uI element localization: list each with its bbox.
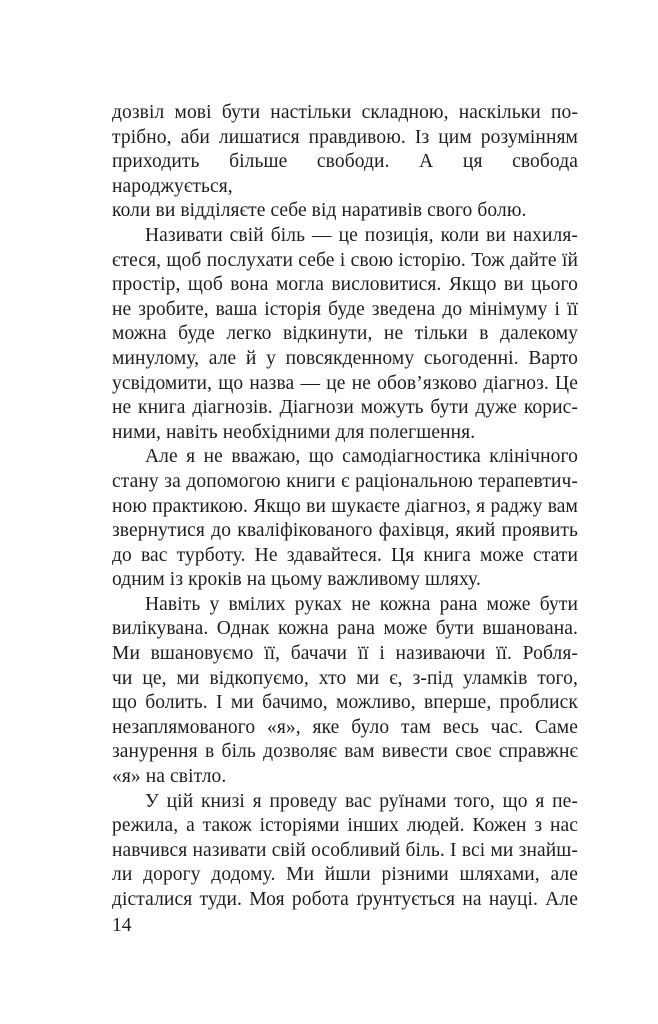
page-number: 14 [112, 915, 132, 936]
text-line: звернутися до кваліфікованого фахівця, який проявить [112, 520, 578, 542]
text-line: Навіть у вмілих руках не кожна рана може бути [145, 593, 578, 615]
text-line: вилікувана. Однак кожна рана може бути вшанована. [112, 618, 578, 640]
text-line: усвідомити, що назва — це не обов’язково діагноз. Це [112, 372, 578, 394]
text-line: навчився називати свій особливий біль. І всі ми знайш- [112, 839, 578, 861]
text-line: незаплямованого «я», яке було там весь час. Саме [112, 716, 578, 738]
text-line: приходить більше свободи. А ця свобода народжується, [112, 151, 578, 197]
text-line: ною практикою. Якщо ви шукаєте діагноз, я раджу вам [112, 495, 578, 517]
text-line: «я» на світло. [112, 766, 227, 788]
paragraph [112, 445, 578, 593]
text-line: чи це, ми відкопуємо, хто ми є, з-під уламків того, [112, 667, 578, 689]
text-line: стану за допомогою книги є раціональною терапевтич- [112, 470, 578, 492]
text-line: не книга діагнозів. Діагнози можуть бути дуже корис- [112, 397, 578, 419]
paragraph [112, 790, 578, 913]
text-line: ними, навіть необхідними для полегшення. [112, 421, 476, 443]
paragraph [112, 224, 578, 445]
text-line: трібно, аби лишатися правдивою. Із цим розумінням [112, 126, 578, 148]
text-line: одним із кроків на цьому важливому шляху. [112, 569, 481, 591]
text-line: Називати свій біль — це позиція, коли ви нахиля- [145, 224, 578, 246]
text-line: можна буде легко відкинути, не тільки в далекому [112, 323, 578, 345]
text-line: до вас турботу. Не здавайтеся. Ця книга може стати [112, 544, 578, 566]
text-line: не зробите, ваша історія буде зведена до мінімуму і її [112, 298, 578, 320]
text-line: ли дорогу додому. Ми йшли різними шляхами, але [112, 864, 578, 886]
text-line: минулому, але й у повсякденному сьогоденні. Варто [112, 347, 578, 369]
text-line: простір, щоб вона могла висловитися. Якщо ви цього [112, 274, 578, 296]
paragraph [112, 593, 578, 790]
text-line: що болить. І ми бачимо, можливо, вперше, проблиск [112, 692, 578, 714]
text-line: дозвіл мові бути настільки складною, наскільки по- [112, 102, 578, 123]
text-line: дісталися туди. Моя робота ґрунтується на науці. Але [112, 889, 578, 910]
text-line: коли ви відділяєте себе від наративів свого болю. [112, 200, 527, 222]
text-line: єтеся, щоб послухати себе і свою історію. Тож дайте їй [112, 249, 578, 271]
page-text-block [112, 101, 578, 913]
text-line: Ми вшановуємо її, бачачи її і називаючи її. Робля- [112, 643, 578, 665]
text-line: занурення в біль дозволяє вам вивести своє справжнє [112, 741, 578, 763]
text-line: режила, а також історіями інших людей. Кожен з нас [112, 815, 578, 837]
text-line: У цій книзі я проведу вас руїнами того, що я пе- [145, 790, 578, 812]
paragraph [112, 101, 578, 224]
text-line: Але я не вважаю, що самодіагностика клінічного [145, 446, 578, 468]
